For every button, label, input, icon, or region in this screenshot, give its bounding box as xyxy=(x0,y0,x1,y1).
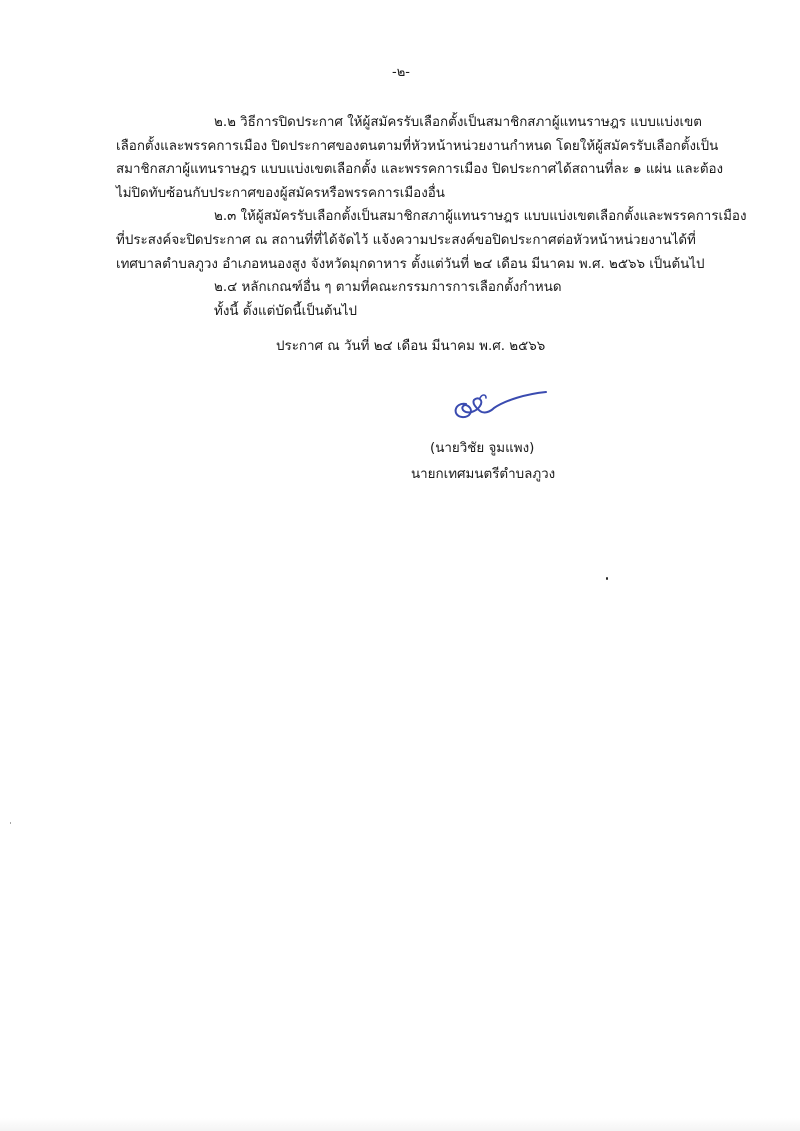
effective-statement: ทั้งนี้ ตั้งแต่บัดนี้เป็นต้นไป xyxy=(214,304,358,319)
scan-speck xyxy=(606,577,608,580)
clause-2-3-line-2: ที่ประสงค์จะปิดประกาศ ณ สถานที่ที่ได้จัดไว้ แจ้งความประสงค์ขอปิดประกาศต่อหัวหน้าหน่วยงานได้ที่ xyxy=(116,233,696,248)
clause-2-2-line-2: เลือกตั้งและพรรคการเมือง ปิดประกาศของตนตามที่หัวหน้าหน่วยงานกำหนด โดยให้ผู้สมัครรับเลือกตั้งเป็น xyxy=(116,139,719,154)
signer-title: นายกเทศมนตรีตำบลภูวง xyxy=(411,467,556,482)
clause-2-4: ๒.๔ หลักเกณฑ์อื่น ๆ ตามที่คณะกรรมการการเลือกตั้งกำหนด xyxy=(214,280,562,295)
clause-2-2-line-1: ๒.๒ วิธีการปิดประกาศ ให้ผู้สมัครรับเลือกตั้งเป็นสมาชิกสภาผู้แทนราษฎร แบบแบ่งเขต xyxy=(214,115,702,130)
page-number: -๒- xyxy=(392,65,410,80)
announcement-date: ประกาศ ณ วันที่ ๒๔ เดือน มีนาคม พ.ศ. ๒๕๖๖ xyxy=(276,339,546,354)
scan-bottom-edge xyxy=(0,1118,800,1131)
clause-2-3-line-1: ๒.๓ ให้ผู้สมัครรับเลือกตั้งเป็นสมาชิกสภาผู้แทนราษฎร แบบแบ่งเขตเลือกตั้งและพรรคการเมือง xyxy=(214,209,747,224)
clause-2-2-line-3: สมาชิกสภาผู้แทนราษฎร แบบแบ่งเขตเลือกตั้ง และพรรคการเมือง ปิดประกาศได้สถานที่ละ ๑ แผ่น และต้อง xyxy=(116,162,724,177)
scan-speck xyxy=(10,822,11,824)
signer-name: (นายวิชัย จูมแพง) xyxy=(430,441,535,456)
clause-2-3-line-3: เทศบาลตำบลภูวง อำเภอหนองสูง จังหวัดมุกดาหาร ตั้งแต่วันที่ ๒๔ เดือน มีนาคม พ.ศ. ๒๕๖๖ เป็นต้นไป xyxy=(116,257,705,272)
handwritten-signature xyxy=(446,386,556,426)
clause-2-2-line-4: ไม่ปิดทับซ้อนกับประกาศของผู้สมัครหรือพรรคการเมืองอื่น xyxy=(116,186,445,201)
